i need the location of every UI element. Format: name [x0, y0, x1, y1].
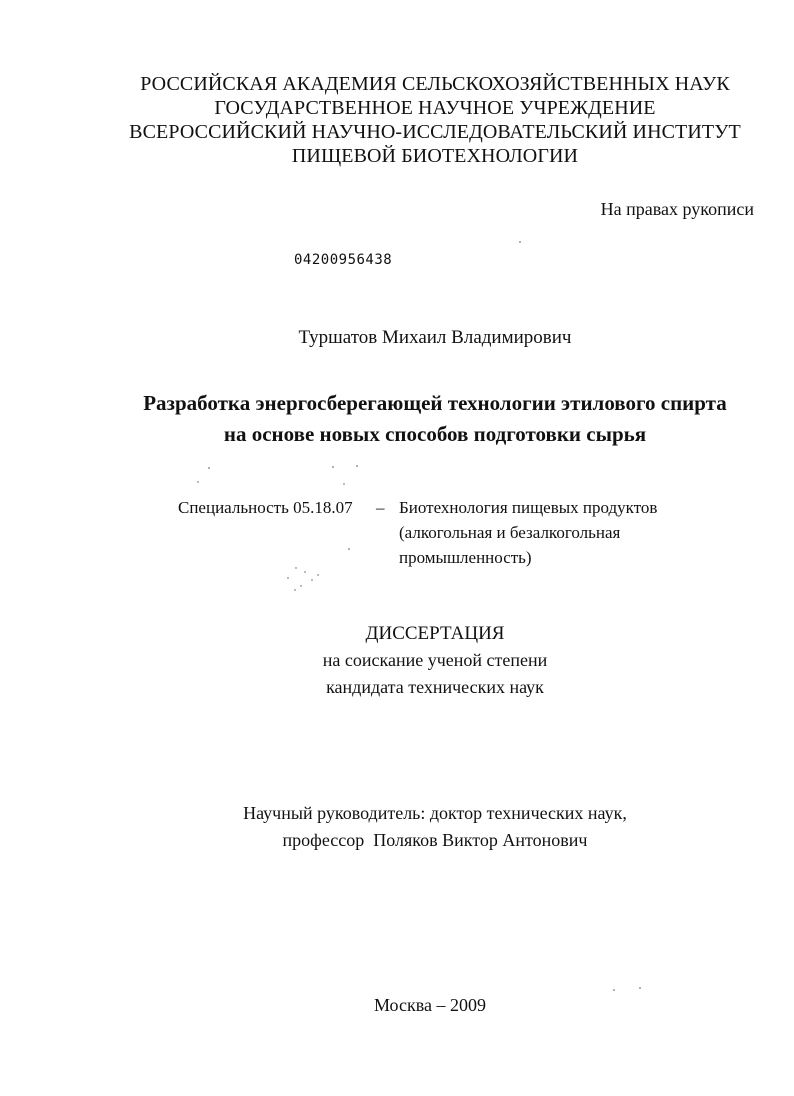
dissertation-block — [0, 620, 794, 701]
institution-header — [0, 72, 794, 168]
specialty-label: Специальность 05.18.07 — [178, 498, 353, 517]
specialty-description — [399, 495, 657, 570]
header-line: РОССИЙСКАЯ АКАДЕМИЯ СЕЛЬСКОХОЗЯЙСТВЕННЫХ НАУК — [140, 73, 730, 95]
title-line: на основе новых способов подготовки сырья — [223, 422, 647, 446]
header-line: ПИЩЕВОЙ БИОТЕХНОЛОГИИ — [291, 145, 579, 167]
header-line: ВСЕРОССИЙСКИЙ НАУЧНО-ИССЛЕДОВАТЕЛЬСКИЙ ИНСТИТУТ — [129, 121, 741, 143]
dissertation-type: ДИССЕРТАЦИЯ — [365, 623, 505, 644]
author-name: Туршатов Михаил Владимирович — [298, 327, 572, 348]
header-line: ГОСУДАРСТВЕННОЕ НАУЧНОЕ УЧРЕЖДЕНИЕ — [214, 97, 656, 119]
supervisor-line-1: Научный руководитель: доктор технических наук, — [243, 803, 627, 823]
rights-note: На правах рукописи — [600, 199, 754, 219]
supervisor-block — [0, 800, 794, 854]
city-year: Москва – 2009 — [374, 995, 486, 1015]
specialty-line: Биотехнология пищевых продуктов — [399, 498, 658, 517]
degree-line-1: на соискание ученой степени — [322, 650, 548, 670]
specialty-dash: – — [376, 498, 385, 517]
supervisor-line-2: профессор Поляков Виктор Антонович — [282, 830, 588, 850]
dissertation-title — [0, 388, 794, 450]
registration-code: 04200956438 — [294, 252, 393, 268]
specialty-line: промышленность) — [399, 548, 532, 567]
title-line: Разработка энергосберегающей технологии этилового спирта — [143, 391, 727, 415]
degree-line-2: кандидата технических наук — [326, 677, 544, 697]
specialty-line: (алкогольная и безалкогольная — [399, 523, 621, 542]
